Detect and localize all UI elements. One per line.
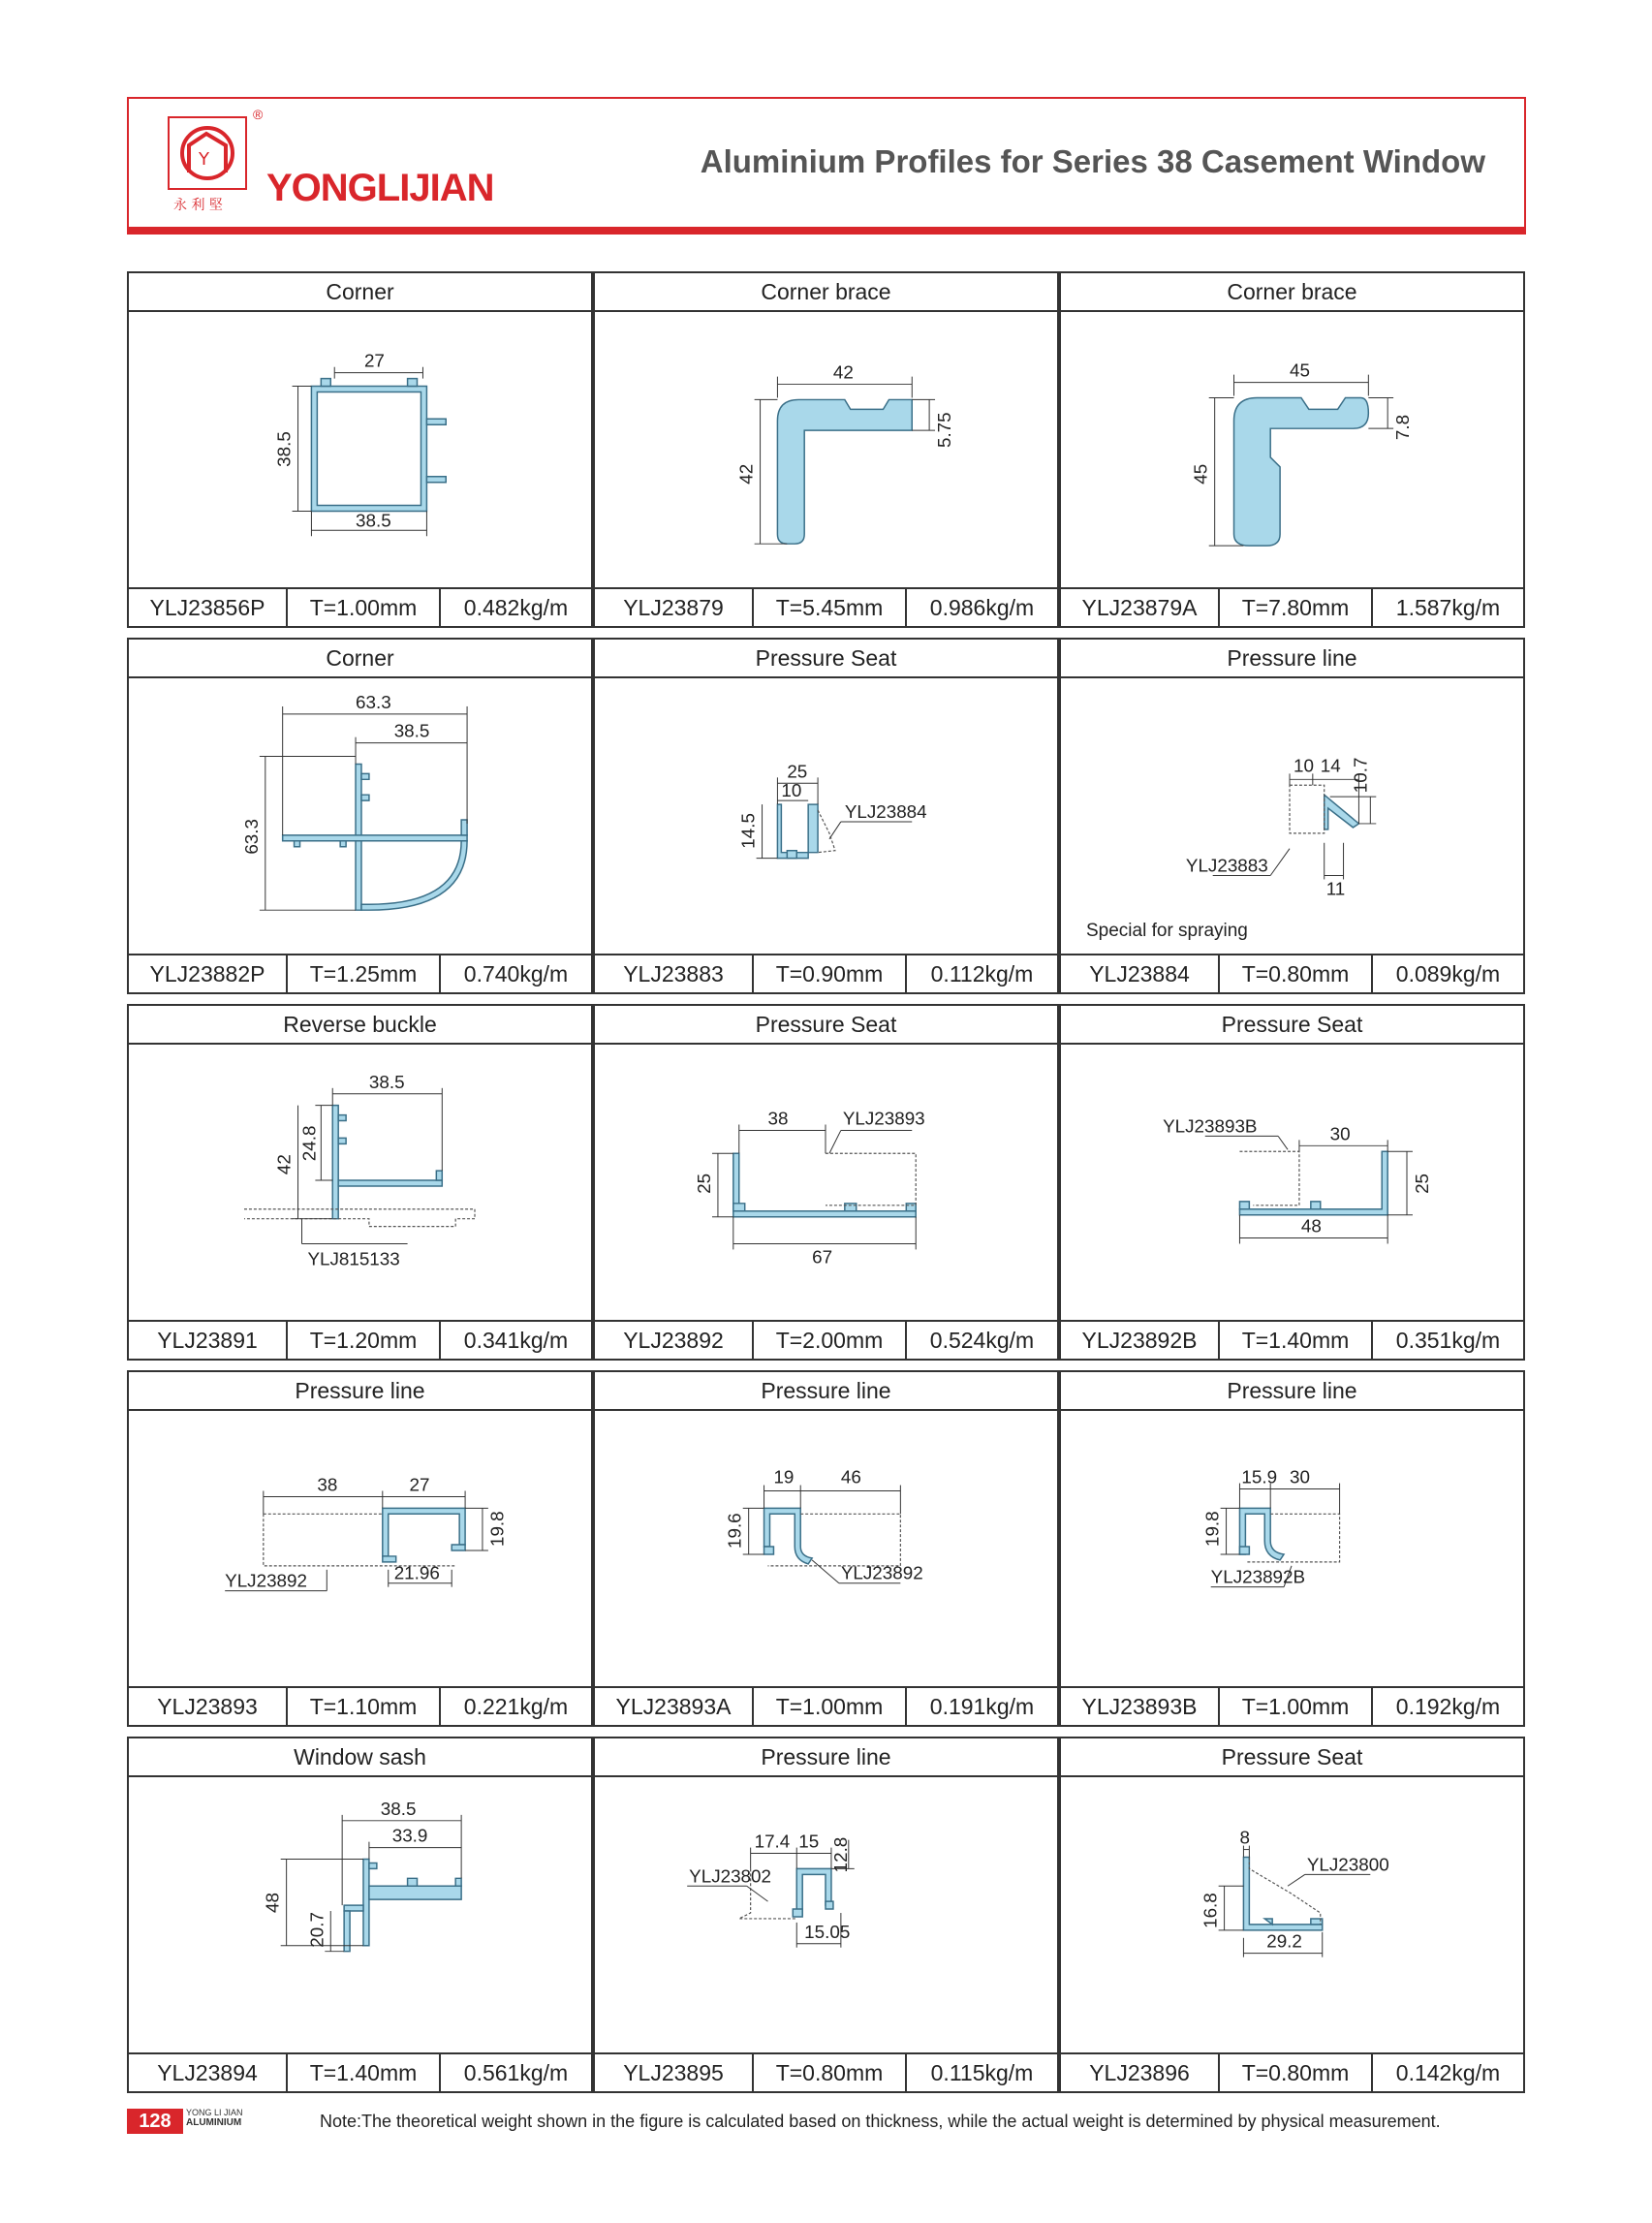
profile-thickness: T=1.10mm bbox=[288, 1688, 441, 1725]
footer-brand bbox=[186, 2108, 243, 2128]
dim-label: 8 bbox=[1239, 1827, 1250, 1848]
profile-weight: 0.112kg/m bbox=[930, 961, 1034, 986]
profile-code: YLJ23879A bbox=[1061, 589, 1220, 626]
profile-card bbox=[127, 1737, 593, 2093]
profile-code: YLJ23893A bbox=[595, 1688, 754, 1725]
profile-code: YLJ23892 bbox=[595, 1322, 754, 1359]
profile-title: Window sash bbox=[129, 1738, 591, 1777]
dim-label: 19 bbox=[773, 1466, 795, 1487]
dim-label: 15.9 bbox=[1241, 1466, 1278, 1487]
profile-drawing bbox=[129, 312, 591, 587]
dim-label: 14 bbox=[1320, 755, 1341, 776]
dim-label: 15 bbox=[798, 1831, 820, 1852]
profile-spec-row bbox=[129, 587, 591, 626]
profile-spec-row bbox=[1061, 1320, 1523, 1359]
profile-drawing bbox=[129, 1045, 591, 1320]
footer-brand-line1: YONG LI JIAN bbox=[186, 2108, 243, 2117]
ref-code: YLJ815133 bbox=[307, 1248, 400, 1269]
profile-spec-row bbox=[595, 2052, 1057, 2091]
dim-label: 10 bbox=[781, 780, 802, 801]
grid-row bbox=[127, 638, 1526, 994]
dim-label: 48 bbox=[262, 1893, 283, 1914]
profile-thickness: T=1.25mm bbox=[288, 955, 441, 992]
profile-card bbox=[593, 1737, 1059, 2093]
profile-drawing bbox=[1061, 678, 1523, 954]
footer-brand-line2: ALUMINIUM bbox=[186, 2117, 242, 2128]
dim-label: 19.6 bbox=[724, 1513, 745, 1549]
profile-code: YLJ23893B bbox=[1061, 1688, 1220, 1725]
profile-title: Pressure line bbox=[1061, 640, 1523, 678]
profile-spec-row bbox=[595, 1686, 1057, 1725]
profile-thickness: T=0.90mm bbox=[754, 955, 907, 992]
ref-code: YLJ23893B bbox=[1163, 1115, 1258, 1137]
profile-spec-row bbox=[129, 1686, 591, 1725]
profile-code: YLJ23882P bbox=[129, 955, 288, 992]
profile-drawing bbox=[595, 1411, 1057, 1686]
dim-label: 67 bbox=[812, 1246, 833, 1268]
profile-title: Corner brace bbox=[595, 273, 1057, 312]
profile-card bbox=[127, 1004, 593, 1361]
profile-weight: 0.192kg/m bbox=[1395, 1694, 1501, 1719]
profile-drawing bbox=[1061, 1411, 1523, 1686]
dim-label: 38.5 bbox=[368, 1071, 405, 1092]
profile-drawing bbox=[595, 1777, 1057, 2052]
profile-title: Pressure line bbox=[595, 1738, 1057, 1777]
profile-title: Pressure line bbox=[595, 1372, 1057, 1411]
profile-code: YLJ23891 bbox=[129, 1322, 288, 1359]
profile-weight: 0.482kg/m bbox=[463, 595, 569, 620]
grid-row bbox=[127, 1737, 1526, 2093]
profile-drawing bbox=[1061, 1777, 1523, 2052]
dim-label: 16.8 bbox=[1200, 1893, 1221, 1928]
profile-card bbox=[127, 638, 593, 994]
profile-code: YLJ23896 bbox=[1061, 2054, 1220, 2091]
profile-code: YLJ23879 bbox=[595, 589, 754, 626]
dim-label: 25 bbox=[787, 761, 808, 782]
grid-row bbox=[127, 1004, 1526, 1361]
profile-card bbox=[1059, 638, 1525, 994]
profile-thickness: T=1.00mm bbox=[288, 589, 441, 626]
dim-label: 38.5 bbox=[393, 720, 430, 741]
dim-label: 38 bbox=[317, 1474, 338, 1495]
dim-label: 45 bbox=[1290, 360, 1310, 381]
profile-spec-row bbox=[129, 2052, 591, 2091]
dim-label: 10 bbox=[1293, 755, 1314, 776]
profile-title: Pressure Seat bbox=[595, 640, 1057, 678]
profile-card bbox=[1059, 271, 1525, 628]
dim-label: 19.8 bbox=[1201, 1511, 1223, 1548]
dim-label: 42 bbox=[273, 1154, 295, 1175]
profile-drawing bbox=[129, 1411, 591, 1686]
page-header bbox=[127, 97, 1526, 233]
dim-label: 12.8 bbox=[829, 1836, 851, 1873]
profile-spec-row bbox=[129, 1320, 591, 1359]
dim-label: 30 bbox=[1329, 1123, 1351, 1144]
profile-card bbox=[1059, 1737, 1525, 2093]
profile-thickness: T=1.00mm bbox=[1220, 1688, 1373, 1725]
dim-label: 27 bbox=[363, 350, 385, 371]
profile-spec-row bbox=[1061, 1686, 1523, 1725]
profile-weight: 0.089kg/m bbox=[1395, 961, 1501, 986]
profile-card bbox=[593, 1370, 1059, 1727]
dim-label: 7.8 bbox=[1391, 414, 1413, 441]
registered-mark: ® bbox=[253, 107, 264, 122]
profile-thickness: T=1.40mm bbox=[288, 2054, 441, 2091]
profile-spec-row bbox=[1061, 954, 1523, 992]
svg-text:Y: Y bbox=[199, 149, 209, 170]
dim-label: 10.7 bbox=[1350, 757, 1371, 794]
dim-label: 63.3 bbox=[240, 819, 262, 855]
profile-title: Pressure Seat bbox=[595, 1006, 1057, 1045]
ref-code: YLJ23892B bbox=[1210, 1566, 1306, 1587]
profile-title: Reverse buckle bbox=[129, 1006, 591, 1045]
profile-card bbox=[127, 1370, 593, 1727]
profile-spec-row bbox=[1061, 587, 1523, 626]
profile-drawing bbox=[1061, 1045, 1523, 1320]
profile-thickness: T=2.00mm bbox=[754, 1322, 907, 1359]
profile-weight: 0.740kg/m bbox=[463, 961, 569, 986]
header-rule bbox=[127, 227, 1526, 235]
dim-label: 42 bbox=[832, 361, 854, 383]
profile-weight: 0.191kg/m bbox=[929, 1694, 1035, 1719]
dim-label: 19.8 bbox=[486, 1511, 508, 1548]
dim-label: 38.5 bbox=[380, 1798, 417, 1819]
brand-cn: 永 利 堅 bbox=[173, 198, 223, 213]
dim-label: 24.8 bbox=[298, 1125, 320, 1162]
dim-label: 38.5 bbox=[273, 431, 295, 467]
dim-label: 17.4 bbox=[754, 1831, 791, 1852]
dim-label: 5.75 bbox=[933, 412, 954, 449]
profile-card bbox=[593, 1004, 1059, 1361]
dim-label: 29.2 bbox=[1266, 1930, 1302, 1952]
profile-drawing bbox=[595, 1045, 1057, 1320]
dim-label: 20.7 bbox=[306, 1912, 327, 1948]
dim-label: 38 bbox=[767, 1108, 789, 1129]
profile-code: YLJ23856P bbox=[129, 589, 288, 626]
dim-label: 25 bbox=[1411, 1173, 1432, 1194]
page-number: 128 bbox=[127, 2109, 183, 2134]
profile-weight: 0.115kg/m bbox=[930, 2060, 1034, 2085]
profile-title: Pressure line bbox=[1061, 1372, 1523, 1411]
profile-thickness: T=1.00mm bbox=[754, 1688, 907, 1725]
profile-weight: 0.986kg/m bbox=[929, 595, 1035, 620]
profile-card bbox=[1059, 1004, 1525, 1361]
profile-card bbox=[593, 638, 1059, 994]
profile-title: Pressure line bbox=[129, 1372, 591, 1411]
profile-thickness: T=1.20mm bbox=[288, 1322, 441, 1359]
ref-code: YLJ23800 bbox=[1306, 1854, 1389, 1875]
ref-code: YLJ23892 bbox=[225, 1570, 307, 1591]
ref-code: YLJ23802 bbox=[689, 1865, 771, 1887]
profile-thickness: T=0.80mm bbox=[754, 2054, 907, 2091]
profile-weight: 0.561kg/m bbox=[463, 2060, 569, 2085]
profile-spec-row bbox=[1061, 2052, 1523, 2091]
profile-thickness: T=5.45mm bbox=[754, 589, 907, 626]
dim-label: 25 bbox=[694, 1173, 715, 1194]
dim-label: 45 bbox=[1190, 463, 1211, 485]
profile-thickness: T=0.80mm bbox=[1220, 955, 1373, 992]
profile-title: Corner bbox=[129, 273, 591, 312]
profile-card bbox=[593, 271, 1059, 628]
profile-weight: 0.351kg/m bbox=[1395, 1328, 1501, 1353]
grid-row bbox=[127, 1370, 1526, 1727]
dim-label: 11 bbox=[1325, 878, 1346, 899]
dim-label: 14.5 bbox=[737, 813, 759, 849]
dim-label: 42 bbox=[735, 463, 757, 485]
weight-note: Note:The theoretical weight shown in the figure is calculated based on thickness, while the actual weight is determined by physical measurement. bbox=[320, 2112, 1441, 2131]
profile-drawing bbox=[129, 1777, 591, 2052]
profile-title: Corner bbox=[129, 640, 591, 678]
profile-code: YLJ23884 bbox=[1061, 955, 1220, 992]
dim-label: 15.05 bbox=[804, 1921, 851, 1942]
profile-weight: 0.524kg/m bbox=[929, 1328, 1035, 1353]
dim-label: 27 bbox=[409, 1474, 430, 1495]
profile-drawing bbox=[129, 678, 591, 954]
dim-label: 38.5 bbox=[356, 510, 391, 531]
dim-label: 46 bbox=[840, 1466, 861, 1487]
dim-label: 63.3 bbox=[356, 691, 391, 712]
profile-drawing bbox=[595, 678, 1057, 954]
profile-spec-row bbox=[595, 1320, 1057, 1359]
profile-code: YLJ23893 bbox=[129, 1688, 288, 1725]
dim-label: 33.9 bbox=[391, 1825, 428, 1846]
profile-drawing bbox=[595, 312, 1057, 587]
profile-code: YLJ23892B bbox=[1061, 1322, 1220, 1359]
ref-code: YLJ23893 bbox=[842, 1108, 925, 1129]
profile-card bbox=[1059, 1370, 1525, 1727]
profile-code: YLJ23894 bbox=[129, 2054, 288, 2091]
grid-row bbox=[127, 271, 1526, 628]
dim-label: 21.96 bbox=[393, 1562, 440, 1583]
profile-title: Pressure Seat bbox=[1061, 1006, 1523, 1045]
profile-code: YLJ23895 bbox=[595, 2054, 754, 2091]
profile-code: YLJ23883 bbox=[595, 955, 754, 992]
profile-thickness: T=1.40mm bbox=[1220, 1322, 1373, 1359]
profile-weight: 0.142kg/m bbox=[1395, 2060, 1501, 2085]
ref-code: YLJ23884 bbox=[844, 800, 927, 822]
profile-title: Corner brace bbox=[1061, 273, 1523, 312]
profile-card bbox=[127, 271, 593, 628]
company-logo bbox=[168, 116, 247, 215]
profile-spec-row bbox=[595, 587, 1057, 626]
profile-thickness: T=7.80mm bbox=[1220, 589, 1373, 626]
ref-code: YLJ23892 bbox=[840, 1562, 923, 1583]
profile-weight: 1.587kg/m bbox=[1395, 595, 1501, 620]
spray-note: Special for spraying bbox=[1086, 921, 1248, 941]
profile-spec-row bbox=[129, 954, 591, 992]
profile-weight: 0.221kg/m bbox=[463, 1694, 569, 1719]
dim-label: 48 bbox=[1300, 1215, 1322, 1237]
page-title: Aluminium Profiles for Series 38 Casement Window bbox=[700, 143, 1485, 179]
profile-drawing bbox=[1061, 312, 1523, 587]
brand-name: YONGLIJIAN bbox=[266, 167, 494, 209]
ref-code: YLJ23883 bbox=[1185, 855, 1268, 876]
profile-spec-row bbox=[595, 954, 1057, 992]
profile-weight: 0.341kg/m bbox=[463, 1328, 569, 1353]
profile-title: Pressure Seat bbox=[1061, 1738, 1523, 1777]
profile-thickness: T=0.80mm bbox=[1220, 2054, 1373, 2091]
dim-label: 30 bbox=[1290, 1466, 1310, 1487]
